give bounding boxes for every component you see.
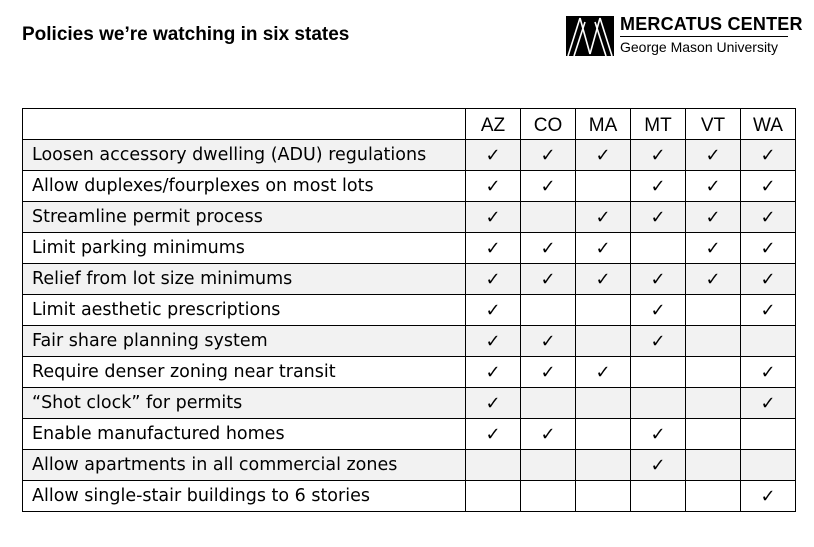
- header-blank-cell: [23, 109, 466, 140]
- check-cell: [631, 481, 686, 512]
- check-cell: [521, 202, 576, 233]
- table-row: [23, 326, 796, 357]
- check-cell: [521, 419, 576, 450]
- column-header: VT: [686, 109, 741, 140]
- table-header-row: [23, 109, 796, 140]
- check-cell: [466, 357, 521, 388]
- checkmark-icon: ✓: [485, 423, 501, 445]
- policies-table: [22, 108, 796, 512]
- check-cell: [741, 202, 796, 233]
- checkmark-icon: ✓: [705, 144, 721, 166]
- check-cell: [741, 233, 796, 264]
- checkmark-icon: ✓: [540, 330, 556, 352]
- checkmark-icon: ✓: [485, 361, 501, 383]
- checkmark-icon: ✓: [485, 299, 501, 321]
- checkmark-icon: ✓: [760, 361, 776, 383]
- check-cell: [686, 171, 741, 202]
- check-cell: [741, 481, 796, 512]
- check-cell: [521, 388, 576, 419]
- logo-name: MERCATUS CENTER: [620, 14, 803, 34]
- policy-label: Require denser zoning near transit: [23, 357, 466, 388]
- check-cell: [686, 140, 741, 171]
- check-cell: [741, 419, 796, 450]
- table-row: [23, 388, 796, 419]
- check-cell: [631, 202, 686, 233]
- logo-divider: [620, 36, 788, 37]
- check-cell: [741, 140, 796, 171]
- check-cell: [576, 481, 631, 512]
- logo-subtitle: George Mason University: [620, 39, 778, 55]
- mercatus-logo-mark-icon: [566, 16, 614, 56]
- check-cell: [631, 357, 686, 388]
- column-header: MT: [631, 109, 686, 140]
- table-row: [23, 233, 796, 264]
- check-cell: [631, 171, 686, 202]
- checkmark-icon: ✓: [760, 485, 776, 507]
- policy-label: Relief from lot size minimums: [23, 264, 466, 295]
- check-cell: [466, 233, 521, 264]
- check-cell: [576, 140, 631, 171]
- check-cell: [686, 202, 741, 233]
- check-cell: [741, 264, 796, 295]
- checkmark-icon: ✓: [650, 268, 666, 290]
- check-cell: [521, 450, 576, 481]
- table-row: [23, 357, 796, 388]
- table-row: [23, 450, 796, 481]
- check-cell: [521, 481, 576, 512]
- checkmark-icon: ✓: [540, 237, 556, 259]
- checkmark-icon: ✓: [650, 206, 666, 228]
- check-cell: [631, 388, 686, 419]
- checkmark-icon: ✓: [760, 268, 776, 290]
- check-cell: [466, 450, 521, 481]
- check-cell: [521, 171, 576, 202]
- check-cell: [741, 295, 796, 326]
- check-cell: [631, 233, 686, 264]
- check-cell: [521, 326, 576, 357]
- check-cell: [576, 388, 631, 419]
- checkmark-icon: ✓: [485, 175, 501, 197]
- mercatus-logo: [566, 14, 803, 58]
- check-cell: [686, 295, 741, 326]
- check-cell: [576, 326, 631, 357]
- policy-label: Limit parking minimums: [23, 233, 466, 264]
- check-cell: [686, 388, 741, 419]
- column-header: CO: [521, 109, 576, 140]
- check-cell: [576, 419, 631, 450]
- check-cell: [521, 264, 576, 295]
- check-cell: [741, 171, 796, 202]
- column-header: AZ: [466, 109, 521, 140]
- checkmark-icon: ✓: [760, 175, 776, 197]
- checkmark-icon: ✓: [650, 454, 666, 476]
- check-cell: [631, 140, 686, 171]
- check-cell: [466, 326, 521, 357]
- checkmark-icon: ✓: [705, 237, 721, 259]
- check-cell: [686, 481, 741, 512]
- check-cell: [466, 202, 521, 233]
- check-cell: [521, 233, 576, 264]
- checkmark-icon: ✓: [485, 330, 501, 352]
- checkmark-icon: ✓: [540, 175, 556, 197]
- check-cell: [686, 450, 741, 481]
- checkmark-icon: ✓: [760, 392, 776, 414]
- table-row: [23, 481, 796, 512]
- check-cell: [576, 450, 631, 481]
- check-cell: [521, 295, 576, 326]
- policy-label: Streamline permit process: [23, 202, 466, 233]
- check-cell: [576, 171, 631, 202]
- checkmark-icon: ✓: [650, 299, 666, 321]
- policy-label: Enable manufactured homes: [23, 419, 466, 450]
- checkmark-icon: ✓: [485, 392, 501, 414]
- check-cell: [631, 264, 686, 295]
- check-cell: [741, 450, 796, 481]
- checkmark-icon: ✓: [540, 144, 556, 166]
- check-cell: [521, 140, 576, 171]
- check-cell: [576, 264, 631, 295]
- table-row: [23, 419, 796, 450]
- check-cell: [466, 264, 521, 295]
- check-cell: [466, 140, 521, 171]
- checkmark-icon: ✓: [760, 299, 776, 321]
- checkmark-icon: ✓: [760, 237, 776, 259]
- check-cell: [521, 357, 576, 388]
- checkmark-icon: ✓: [595, 206, 611, 228]
- table-row: [23, 171, 796, 202]
- checkmark-icon: ✓: [485, 206, 501, 228]
- checkmark-icon: ✓: [650, 175, 666, 197]
- check-cell: [686, 264, 741, 295]
- checkmark-icon: ✓: [650, 330, 666, 352]
- check-cell: [631, 419, 686, 450]
- check-cell: [686, 326, 741, 357]
- column-header: MA: [576, 109, 631, 140]
- policy-label: Limit aesthetic prescriptions: [23, 295, 466, 326]
- check-cell: [576, 295, 631, 326]
- check-cell: [741, 357, 796, 388]
- check-cell: [576, 357, 631, 388]
- checkmark-icon: ✓: [485, 144, 501, 166]
- table-row: [23, 264, 796, 295]
- check-cell: [631, 326, 686, 357]
- policy-label: Allow apartments in all commercial zones: [23, 450, 466, 481]
- check-cell: [466, 295, 521, 326]
- checkmark-icon: ✓: [540, 423, 556, 445]
- checkmark-icon: ✓: [705, 175, 721, 197]
- checkmark-icon: ✓: [760, 144, 776, 166]
- table-row: [23, 295, 796, 326]
- policy-label: “Shot clock” for permits: [23, 388, 466, 419]
- check-cell: [576, 233, 631, 264]
- table-row: [23, 140, 796, 171]
- checkmark-icon: ✓: [595, 361, 611, 383]
- checkmark-icon: ✓: [485, 237, 501, 259]
- policy-label: Allow duplexes/fourplexes on most lots: [23, 171, 466, 202]
- check-cell: [466, 481, 521, 512]
- check-cell: [466, 171, 521, 202]
- check-cell: [686, 233, 741, 264]
- check-cell: [686, 357, 741, 388]
- check-cell: [466, 388, 521, 419]
- checkmark-icon: ✓: [595, 268, 611, 290]
- checkmark-icon: ✓: [760, 206, 776, 228]
- checkmark-icon: ✓: [540, 268, 556, 290]
- checkmark-icon: ✓: [705, 206, 721, 228]
- table-row: [23, 202, 796, 233]
- checkmark-icon: ✓: [595, 144, 611, 166]
- checkmark-icon: ✓: [595, 237, 611, 259]
- checkmark-icon: ✓: [705, 268, 721, 290]
- check-cell: [576, 202, 631, 233]
- check-cell: [741, 326, 796, 357]
- check-cell: [741, 388, 796, 419]
- checkmark-icon: ✓: [540, 361, 556, 383]
- checkmark-icon: ✓: [485, 268, 501, 290]
- page-title: Policies we’re watching in six states: [22, 24, 350, 45]
- policy-label: Fair share planning system: [23, 326, 466, 357]
- check-cell: [686, 419, 741, 450]
- checkmark-icon: ✓: [650, 144, 666, 166]
- check-cell: [631, 295, 686, 326]
- policy-label: Allow single-stair buildings to 6 stories: [23, 481, 466, 512]
- check-cell: [466, 419, 521, 450]
- policy-label: Loosen accessory dwelling (ADU) regulations: [23, 140, 466, 171]
- check-cell: [631, 450, 686, 481]
- checkmark-icon: ✓: [650, 423, 666, 445]
- column-header: WA: [741, 109, 796, 140]
